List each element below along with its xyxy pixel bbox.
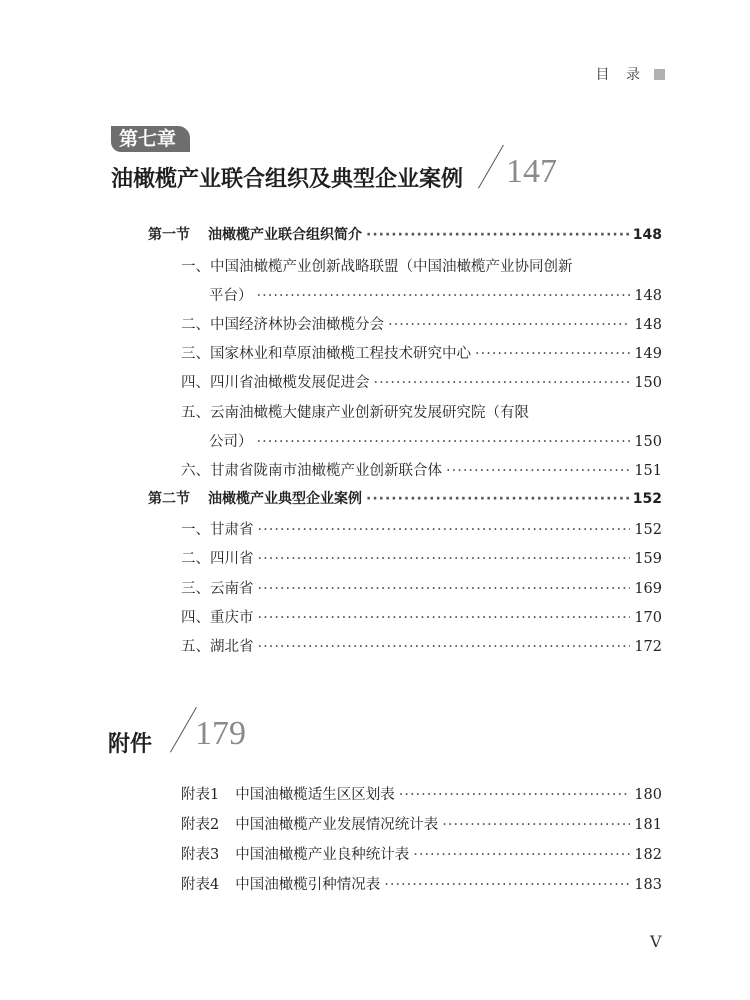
appendix-item-3[interactable]	[181, 843, 662, 864]
entry-label: 三、云南省	[181, 581, 254, 597]
toc-entry-4[interactable]	[181, 371, 662, 392]
appendix-item-number: 附表3	[181, 847, 220, 863]
entry-page: 149	[634, 346, 662, 362]
leader-dots	[257, 434, 631, 450]
entry-label: 三、国家林业和草原油橄榄工程技术研究中心	[181, 346, 471, 362]
appendix-page-number: 179	[195, 715, 246, 752]
leader-dots	[258, 610, 631, 626]
entry-page: 148	[634, 317, 662, 333]
toc-entry-5[interactable]	[209, 430, 662, 451]
toc-entry-3[interactable]	[181, 342, 662, 363]
leader-dots	[366, 227, 629, 243]
appendix-slash-divider	[170, 707, 197, 753]
entry-page: 151	[634, 463, 662, 479]
entry-page: 150	[634, 434, 662, 450]
appendix-item-page: 183	[634, 877, 662, 893]
entry-label: 二、中国经济林协会油橄榄分会	[181, 317, 384, 333]
section-title: 油橄榄产业联合组织简介	[208, 227, 362, 243]
appendix-item-page: 182	[634, 847, 662, 863]
leader-dots	[442, 817, 630, 833]
toc-entry-10[interactable]	[181, 606, 662, 627]
toc-entry-1[interactable]	[209, 284, 662, 305]
entry-page: 150	[634, 375, 662, 391]
entry-label: 公司）	[209, 434, 253, 450]
entry-label: 二、四川省	[181, 551, 254, 567]
section-number: 第二节	[148, 491, 190, 507]
entry-page: 148	[634, 288, 662, 304]
chapter-page-number: 147	[506, 153, 557, 190]
leader-dots	[413, 847, 630, 863]
toc-section-2[interactable]	[148, 488, 662, 508]
chapter-badge: 第七章	[111, 126, 190, 152]
appendix-item-page: 181	[634, 817, 662, 833]
appendix-item-title: 中国油橄榄适生区区划表	[235, 787, 395, 803]
toc-entry-6[interactable]	[181, 459, 662, 480]
toc-entry-2[interactable]	[181, 313, 662, 334]
toc-entry-7[interactable]	[181, 518, 662, 539]
toc-entry-5-line1[interactable]: 五、云南油橄榄大健康产业创新研究发展研究院（有限	[181, 405, 529, 421]
entry-label: 五、湖北省	[181, 639, 254, 655]
appendix-item-2[interactable]	[181, 813, 662, 834]
entry-page: 152	[634, 522, 662, 538]
section-number: 第一节	[148, 227, 190, 243]
toc-entry-8[interactable]	[181, 547, 662, 568]
section-page: 152	[632, 491, 662, 507]
section-title: 油橄榄产业典型企业案例	[208, 491, 362, 507]
toc-section-1[interactable]	[148, 224, 662, 244]
entry-label: 四、重庆市	[181, 610, 254, 626]
toc-entry-1-line1[interactable]: 一、中国油橄榄产业创新战略联盟（中国油橄榄产业协同创新	[181, 259, 573, 275]
chapter-title[interactable]: 油橄榄产业联合组织及典型企业案例	[111, 167, 464, 192]
entry-page: 159	[634, 551, 662, 567]
leader-dots	[388, 317, 630, 333]
entry-page: 172	[634, 639, 662, 655]
appendix-title[interactable]: 附件	[108, 732, 153, 757]
section-page: 148	[632, 227, 662, 243]
running-head	[596, 64, 665, 84]
leader-dots	[258, 522, 631, 538]
appendix-item-title: 中国油橄榄产业发展情况统计表	[235, 817, 439, 833]
entry-page: 170	[634, 610, 662, 626]
leader-dots	[258, 639, 631, 655]
chapter-slash-divider	[478, 145, 504, 189]
appendix-item-title: 中国油橄榄引种情况表	[235, 877, 381, 893]
running-title: 目 录	[595, 67, 646, 83]
leader-dots	[366, 491, 629, 507]
toc-entry-11[interactable]	[181, 635, 662, 656]
appendix-item-1[interactable]	[181, 783, 662, 804]
leader-dots	[475, 346, 630, 362]
appendix-item-number: 附表1	[181, 787, 220, 803]
leader-dots	[258, 551, 631, 567]
appendix-item-page: 180	[634, 787, 662, 803]
entry-label: 六、甘肃省陇南市油橄榄产业创新联合体	[181, 463, 442, 479]
leader-dots	[384, 877, 630, 893]
entry-page: 169	[634, 581, 662, 597]
leader-dots	[446, 463, 630, 479]
entry-label: 四、四川省油橄榄发展促进会	[181, 375, 370, 391]
leader-dots	[257, 288, 631, 304]
leader-dots	[258, 581, 631, 597]
appendix-item-number: 附表4	[181, 877, 220, 893]
appendix-item-number: 附表2	[181, 817, 220, 833]
folio-page-number: V	[650, 932, 662, 951]
leader-dots	[399, 787, 631, 803]
appendix-item-4[interactable]	[181, 873, 662, 894]
square-icon	[654, 69, 665, 80]
leader-dots	[374, 375, 631, 391]
entry-label: 平台）	[209, 288, 253, 304]
appendix-item-title: 中国油橄榄产业良种统计表	[235, 847, 410, 863]
toc-entry-9[interactable]	[181, 577, 662, 598]
entry-label: 一、甘肃省	[181, 522, 254, 538]
